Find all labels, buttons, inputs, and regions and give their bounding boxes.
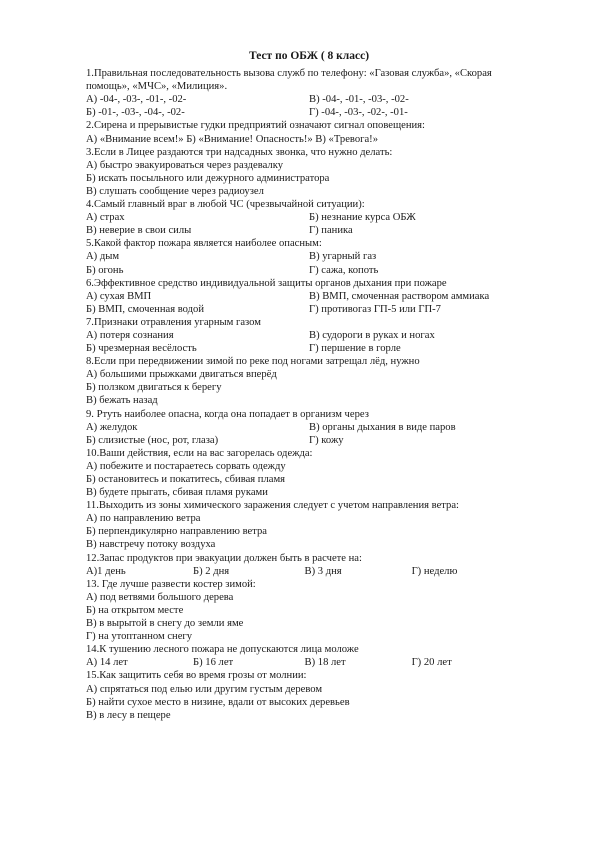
answer-option[interactable]: Г) неделю <box>411 565 458 577</box>
answer-option[interactable]: Г) першение в горле <box>309 343 401 355</box>
answer-option[interactable]: Г) противогаз ГП-5 или ГП-7 <box>309 303 441 315</box>
answer-option[interactable]: А) побежите и постараетесь сорвать одежду <box>86 460 286 472</box>
answer-option[interactable]: А) страх <box>86 212 125 224</box>
answer-option[interactable]: А) быстро эвакуироваться через раздевалку <box>86 159 283 171</box>
answer-row <box>86 421 532 434</box>
question-2 <box>86 119 532 145</box>
question-13 <box>86 578 532 643</box>
answer-row <box>86 656 532 669</box>
answer-option[interactable]: В) бежать назад <box>86 395 158 407</box>
question-text: 4.Самый главный враг в любой ЧС (чрезвычайной ситуации): <box>86 199 365 211</box>
question-6 <box>86 277 532 316</box>
answer-option[interactable]: А) сухая ВМП <box>86 290 152 302</box>
answer-option[interactable]: В) угарный газ <box>309 251 377 263</box>
answer-option[interactable]: Б) на открытом месте <box>86 604 184 616</box>
answer-option[interactable]: В) судороги в руках и ногах <box>309 329 435 341</box>
answer-option[interactable]: Г) сажа, копоть <box>309 264 379 276</box>
answer-option[interactable]: Б) слизистые (нос, рот, глаза) <box>86 434 219 446</box>
answer-row <box>86 224 532 237</box>
question-text: 12.Запас продуктов при эвакуации должен быть в расчете на: <box>86 552 362 564</box>
answer-option[interactable]: В) неверие в свои силы <box>86 225 192 237</box>
question-text: 8.Если при передвижении зимой по реке под ногами затрещал лёд, нужно <box>86 356 420 368</box>
answer-row <box>86 211 532 224</box>
answer-option[interactable]: В) 3 дня <box>304 565 342 577</box>
answer-option[interactable]: В) в лесу в пещере <box>86 709 171 721</box>
answer-option[interactable]: Б) чрезмерная весёлость <box>86 343 197 355</box>
question-text: 9. Ртуть наиболее опасна, когда она попадает в организм через <box>86 408 369 420</box>
answer-option[interactable]: Г) кожу <box>309 434 344 446</box>
answer-option[interactable]: Б) ВМП, смоченная водой <box>86 303 204 315</box>
answer-option[interactable]: Г) паника <box>309 225 353 237</box>
answer-row <box>86 264 532 277</box>
question-text: 2.Сирена и прерывистые гудки предприятий означают сигнал оповещения: <box>86 120 425 132</box>
answer-option[interactable]: Г) -04-, -03-, -02-, -01- <box>309 107 408 119</box>
test-title: Тест по ОБЖ ( 8 класс) <box>248 50 370 62</box>
question-12 <box>86 552 532 578</box>
answer-row <box>86 250 532 263</box>
answer-option[interactable]: А) 14 лет <box>86 657 128 669</box>
question-7 <box>86 316 532 355</box>
answer-option[interactable]: Б) незнание курса ОБЖ <box>309 212 416 224</box>
answer-option[interactable]: А) желудок <box>86 421 138 433</box>
answer-row <box>86 290 532 303</box>
answer-option[interactable]: Г) 20 лет <box>411 657 452 669</box>
answer-row <box>86 303 532 316</box>
answer-option[interactable]: В) слушать сообщение через радиоузел <box>86 185 264 197</box>
question-4 <box>86 198 532 237</box>
question-text: 11.Выходить из зоны химического заражения следует с учетом направления ветра: <box>86 500 459 512</box>
answer-row <box>86 329 532 342</box>
question-text: 14.К тушению лесного пожара не допускаются лица моложе <box>86 644 359 656</box>
question-text: 5.Какой фактор пожара является наиболее опасным: <box>86 238 322 250</box>
answer-option[interactable]: А)1 день <box>86 565 126 577</box>
answer-option[interactable]: Б) искать посыльного или дежурного администратора <box>86 172 330 184</box>
answer-option[interactable]: В) навстречу потоку воздуха <box>86 539 216 551</box>
answer-option[interactable]: Б) ползком двигаться к берегу <box>86 382 222 394</box>
question-3 <box>86 146 532 198</box>
answer-row <box>86 342 532 355</box>
answer-option[interactable]: В) органы дыхания в виде паров <box>309 421 456 433</box>
answer-option[interactable]: А) спрятаться под елью или другим густым деревом <box>86 683 323 695</box>
answer-option[interactable]: Б) огонь <box>86 264 124 276</box>
answer-option[interactable]: А) -04-, -03-, -01-, -02- <box>86 94 187 106</box>
answer-option[interactable]: А) «Внимание всем!» Б) «Внимание! Опасность!» В) «Тревога!» <box>86 133 379 145</box>
answer-option[interactable]: Б) остановитесь и покатитесь, сбивая пламя <box>86 474 286 485</box>
question-text: 3.Если в Лицее раздаются три надсадных звонка, что нужно делать: <box>86 146 393 158</box>
answer-option[interactable]: А) потеря сознания <box>86 329 174 341</box>
question-text: 6.Эффективное средство индивидуальной защиты органов дыхания при пожаре <box>86 277 447 289</box>
question-9 <box>86 408 532 447</box>
question-1 <box>86 67 532 119</box>
answer-option[interactable]: Б) 16 лет <box>193 657 234 669</box>
answer-option[interactable]: А) под ветвями большого дерева <box>86 591 234 603</box>
answer-option[interactable]: Г) на утоптанном снегу <box>86 631 193 643</box>
question-text: 13. Где лучше развести костер зимой: <box>86 578 256 590</box>
question-list <box>86 67 532 722</box>
question-15 <box>86 669 532 721</box>
question-text: 7.Признаки отравления угарным газом <box>86 316 261 328</box>
question-11 <box>86 499 532 551</box>
question-14 <box>86 643 532 669</box>
answer-option[interactable]: А) большими прыжками двигаться вперёд <box>86 369 277 381</box>
answer-row <box>86 565 532 578</box>
answer-option[interactable]: Б) найти сухое место в низине, вдали от высоких деревьев <box>86 696 350 708</box>
answer-option[interactable]: Б) перпендикулярно направлению ветра <box>86 526 267 538</box>
answer-row <box>86 93 532 106</box>
answer-option[interactable]: Б) -01-, -03-, -04-, -02- <box>86 107 185 119</box>
question-text: 10.Ваши действия, если на вас загорелась одежда: <box>86 447 313 459</box>
answer-row <box>86 106 532 119</box>
answer-option[interactable]: В) 18 лет <box>304 657 346 669</box>
question-text: 1.Правильная последовательность вызова служб по телефону: «Газовая служба», «Скорая помощь», «МЧС», «Милиция». <box>86 68 495 93</box>
question-5 <box>86 237 532 276</box>
answer-option[interactable]: В) в вырытой в снегу до земли яме <box>86 618 244 630</box>
answer-option[interactable]: В) -04-, -01-, -03-, -02- <box>309 94 409 106</box>
answer-option[interactable]: В) ВМП, смоченная раствором аммиака <box>309 290 490 302</box>
answer-option[interactable]: В) будете прыгать, сбивая пламя руками <box>86 487 268 499</box>
question-text: 15.Как защитить себя во время грозы от молнии: <box>86 670 307 682</box>
question-8 <box>86 355 532 407</box>
answer-row <box>86 434 532 447</box>
answer-option[interactable]: Б) 2 дня <box>193 565 230 577</box>
answer-option[interactable]: А) по направлению ветра <box>86 513 201 525</box>
question-10 <box>86 447 532 499</box>
answer-option[interactable]: А) дым <box>86 251 120 263</box>
